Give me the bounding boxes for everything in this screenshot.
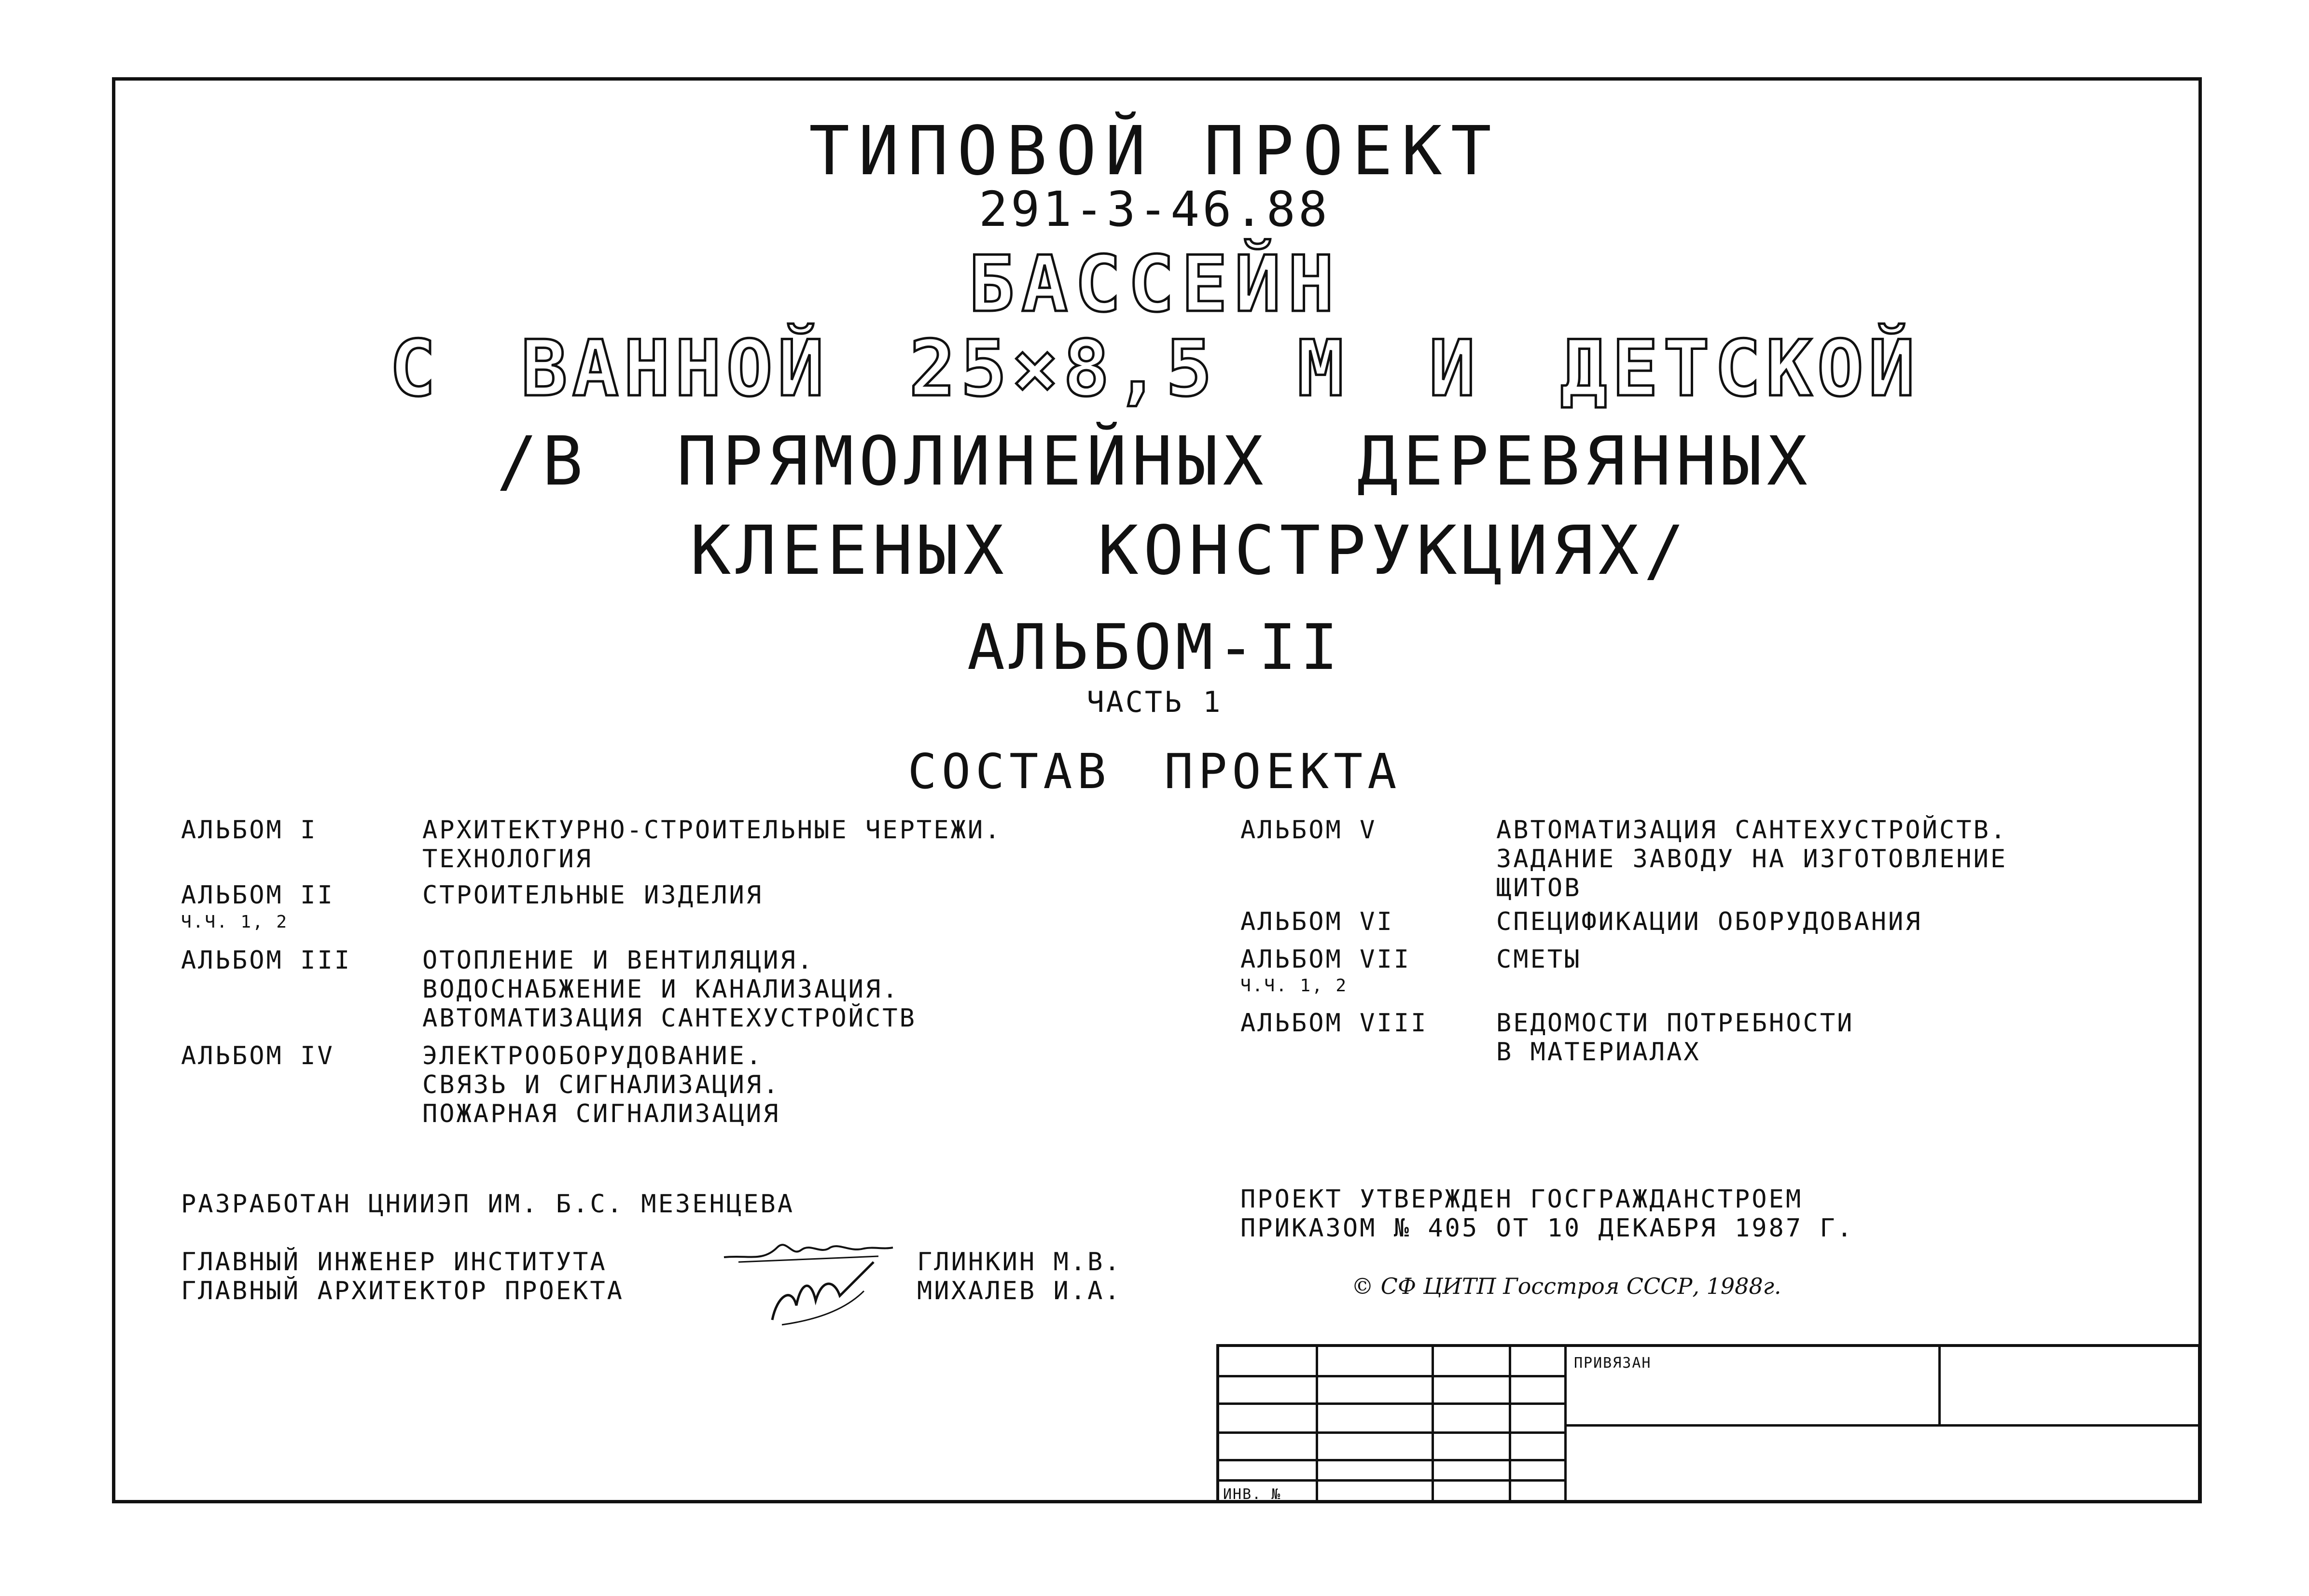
project-description: С ВАННОЙ 25×8,5 М И ДЕТСКОЙ	[389, 323, 1920, 414]
album-v-label: АЛЬБОМ V	[1240, 816, 1377, 845]
album-v-line3: ЩИТОВ	[1496, 874, 1582, 902]
album-i-line2: ТЕХНОЛОГИЯ	[422, 845, 593, 874]
album-iii-label: АЛЬБОМ III	[181, 946, 352, 975]
album-vi-label: АЛЬБОМ VI	[1240, 907, 1394, 936]
project-code: 291-3-46.88	[978, 181, 1331, 237]
project-construction-line1: /В ПРЯМОЛИНЕЙНЫХ ДЕРЕВЯННЫХ	[497, 422, 1812, 501]
contents-heading: СОСТАВ ПРОЕКТА	[907, 743, 1402, 800]
album-part: ЧАСТЬ 1	[1086, 685, 1223, 719]
approval-line2: ПРИКАЗОМ № 405 ОТ 10 ДЕКАБРЯ 1987 Г.	[1240, 1214, 1854, 1243]
album-ii-label: АЛЬБОМ II	[181, 881, 334, 910]
album-iii-line1: ОТОПЛЕНИЕ И ВЕНТИЛЯЦИЯ.	[422, 946, 815, 975]
album-v-line2: ЗАДАНИЕ ЗАВОДУ НА ИЗГОТОВЛЕНИЕ	[1496, 845, 2008, 874]
title-block-table	[1216, 1344, 2201, 1503]
album-iv-line1: ЭЛЕКТРООБОРУДОВАНИЕ.	[422, 1041, 764, 1070]
album-i-label: АЛЬБОМ I	[181, 816, 318, 845]
album-iii-line2: ВОДОСНАБЖЕНИЕ И КАНАЛИЗАЦИЯ.	[422, 975, 900, 1004]
inventory-number-label: ИНВ. №	[1223, 1486, 1281, 1503]
album-iv-line3: ПОЖАРНАЯ СИГНАЛИЗАЦИЯ	[422, 1099, 780, 1128]
chief-engineer-label: ГЛАВНЫЙ ИНЖЕНЕР ИНСТИТУТА	[181, 1248, 607, 1277]
album-iv-label: АЛЬБОМ IV	[181, 1041, 334, 1070]
bound-label: ПРИВЯЗАН	[1574, 1355, 1652, 1372]
chief-architect-name: МИХАЛЕВ И.А.	[917, 1277, 1122, 1305]
album-ii-parts: Ч.Ч. 1, 2	[181, 912, 289, 932]
album-ii-line1: СТРОИТЕЛЬНЫЕ ИЗДЕЛИЯ	[422, 881, 764, 910]
approval-line1: ПРОЕКТ УТВЕРЖДЕН ГОСГРАЖДАНСТРОЕМ	[1240, 1185, 1803, 1214]
album-i-line1: АРХИТЕКТУРНО-СТРОИТЕЛЬНЫЕ ЧЕРТЕЖИ.	[422, 816, 1002, 845]
album-v-line1: АВТОМАТИЗАЦИЯ САНТЕХУСТРОЙСТВ.	[1496, 816, 2008, 845]
album-iv-line2: СВЯЗЬ И СИГНАЛИЗАЦИЯ.	[422, 1070, 780, 1099]
copyright-stamp: © СФ ЦИТП Госстроя СССР, 1988г.	[1351, 1273, 1781, 1299]
album-iii-line3: АВТОМАТИЗАЦИЯ САНТЕХУСТРОЙСТВ	[422, 1004, 917, 1033]
signatures-image	[719, 1228, 922, 1339]
chief-engineer-name: ГЛИНКИН М.В.	[917, 1248, 1122, 1277]
project-type-title: ТИПОВОЙ ПРОЕКТ	[808, 112, 1501, 191]
chief-architect-label: ГЛАВНЫЙ АРХИТЕКТОР ПРОЕКТА	[181, 1277, 624, 1305]
album-vi-line1: СПЕЦИФИКАЦИИ ОБОРУДОВАНИЯ	[1496, 907, 1922, 936]
album-title: АЛЬБОМ-II	[967, 611, 1342, 684]
album-vii-label: АЛЬБОМ VII	[1240, 945, 1411, 974]
album-vii-parts: Ч.Ч. 1, 2	[1240, 976, 1348, 996]
developer-line: РАЗРАБОТАН ЦНИИЭП ИМ. Б.С. МЕЗЕНЦЕВА	[181, 1190, 795, 1219]
project-construction-line2: КЛЕЕНЫХ КОНСТРУКЦИЯХ/	[690, 512, 1690, 590]
album-viii-label: АЛЬБОМ VIII	[1240, 1009, 1428, 1038]
album-viii-line1: ВЕДОМОСТИ ПОТРЕБНОСТИ	[1496, 1009, 1854, 1038]
album-viii-line2: В МАТЕРИАЛАХ	[1496, 1038, 1701, 1067]
project-name: БАССЕЙН	[968, 239, 1341, 329]
album-vii-line1: СМЕТЫ	[1496, 945, 1582, 974]
